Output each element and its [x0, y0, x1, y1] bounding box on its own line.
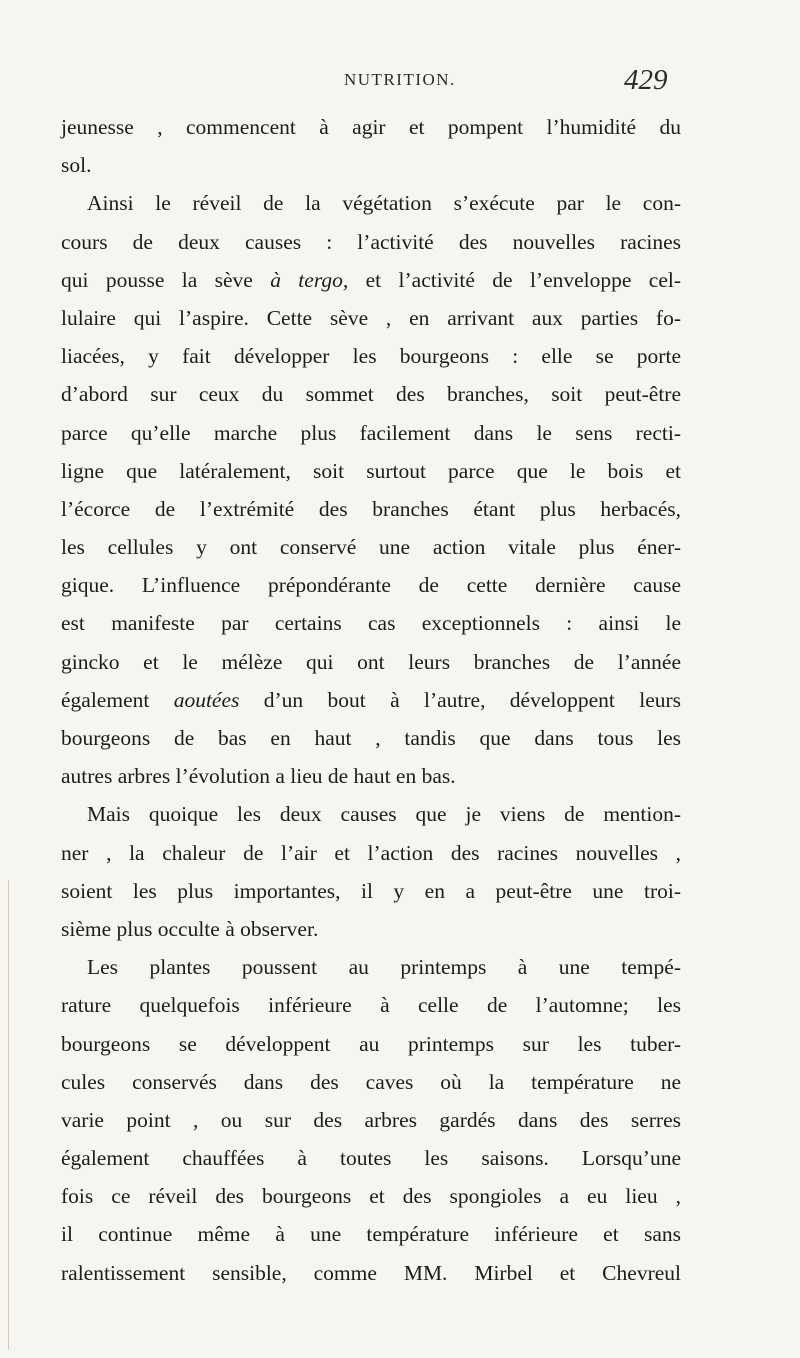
text-line: ner , la chaleur de l’air et l’action des racines nouvelles , — [61, 840, 681, 865]
text-line: également chauffées à toutes les saisons. Lorsqu’une — [61, 1146, 681, 1171]
text-line — [61, 261, 681, 299]
text-line: ligne que latéralement, soit surtout parce que le bois et — [61, 458, 681, 483]
text-line: gincko et le mélèze qui ont leurs branches de l’année — [61, 649, 681, 674]
text-run: et l’activité de l’enveloppe cel- — [365, 267, 682, 292]
text-line: bourgeons se développent au printemps sur les tuber- — [61, 1031, 681, 1056]
page-number: 429 — [624, 64, 668, 96]
text-line: est manifeste par certains cas exceptionnels : ainsi le — [61, 611, 681, 636]
text-line: soient les plus importantes, il y en a peut-être une troi- — [61, 878, 681, 903]
text-line: gique. L’influence prépondérante de cette dernière cause — [61, 573, 681, 598]
margin-shadow — [8, 880, 9, 1350]
text-line: sol. — [61, 153, 92, 178]
text-line: liacées, y fait développer les bourgeons : elle se porte — [61, 344, 681, 369]
text-line: bourgeons de bas en haut , tandis que dans tous les — [61, 726, 681, 750]
text-line: ralentissement sensible, comme MM. Mirbel et Chevreul — [61, 1260, 681, 1285]
text-line: rature quelquefois inférieure à celle de l’automne; les — [61, 993, 681, 1018]
italic-phrase: aoutées — [173, 687, 240, 712]
text-line: autres arbres l’évolution a lieu de haut en bas. — [61, 764, 456, 789]
text-line: jeunesse , commencent à agir et pompent l’humidité du — [61, 115, 681, 139]
text-line: les cellules y ont conservé une action vitale plus éner- — [61, 535, 681, 560]
text-line: varie point , ou sur des arbres gardés dans des serres — [61, 1107, 681, 1132]
text-line: cours de deux causes : l’activité des nouvelles racines — [61, 229, 681, 254]
text-line: lulaire qui l’aspire. Cette sève , en arrivant aux parties fo- — [61, 305, 681, 330]
text-line: parce qu’elle marche plus facilement dans le sens recti- — [61, 420, 681, 445]
text-run: d’un bout à l’autre, développent leurs — [263, 687, 682, 712]
body-text — [61, 108, 681, 1292]
text-line: Ainsi le réveil de la végétation s’exécute par le con- — [87, 191, 681, 216]
text-line: fois ce réveil des bourgeons et des spongioles a eu lieu , — [61, 1184, 681, 1209]
page-header — [0, 64, 800, 104]
text-line — [61, 681, 681, 719]
italic-phrase: à tergo, — [270, 267, 349, 292]
text-line: Les plantes poussent au printemps à une tempé- — [87, 955, 681, 980]
text-line: d’abord sur ceux du sommet des branches, soit peut-être — [61, 382, 681, 407]
text-line: cules conservés dans des caves où la température ne — [61, 1069, 681, 1094]
text-run: également — [61, 687, 150, 712]
text-line: l’écorce de l’extrémité des branches étant plus herbacés, — [61, 496, 681, 521]
text-line: sième plus occulte à observer. — [61, 916, 319, 941]
text-line: Mais quoique les deux causes que je viens de mention- — [87, 802, 681, 827]
text-line: il continue même à une température inférieure et sans — [61, 1222, 681, 1247]
text-run: qui pousse la sève — [61, 267, 253, 292]
running-head: NUTRITION. — [344, 70, 456, 89]
